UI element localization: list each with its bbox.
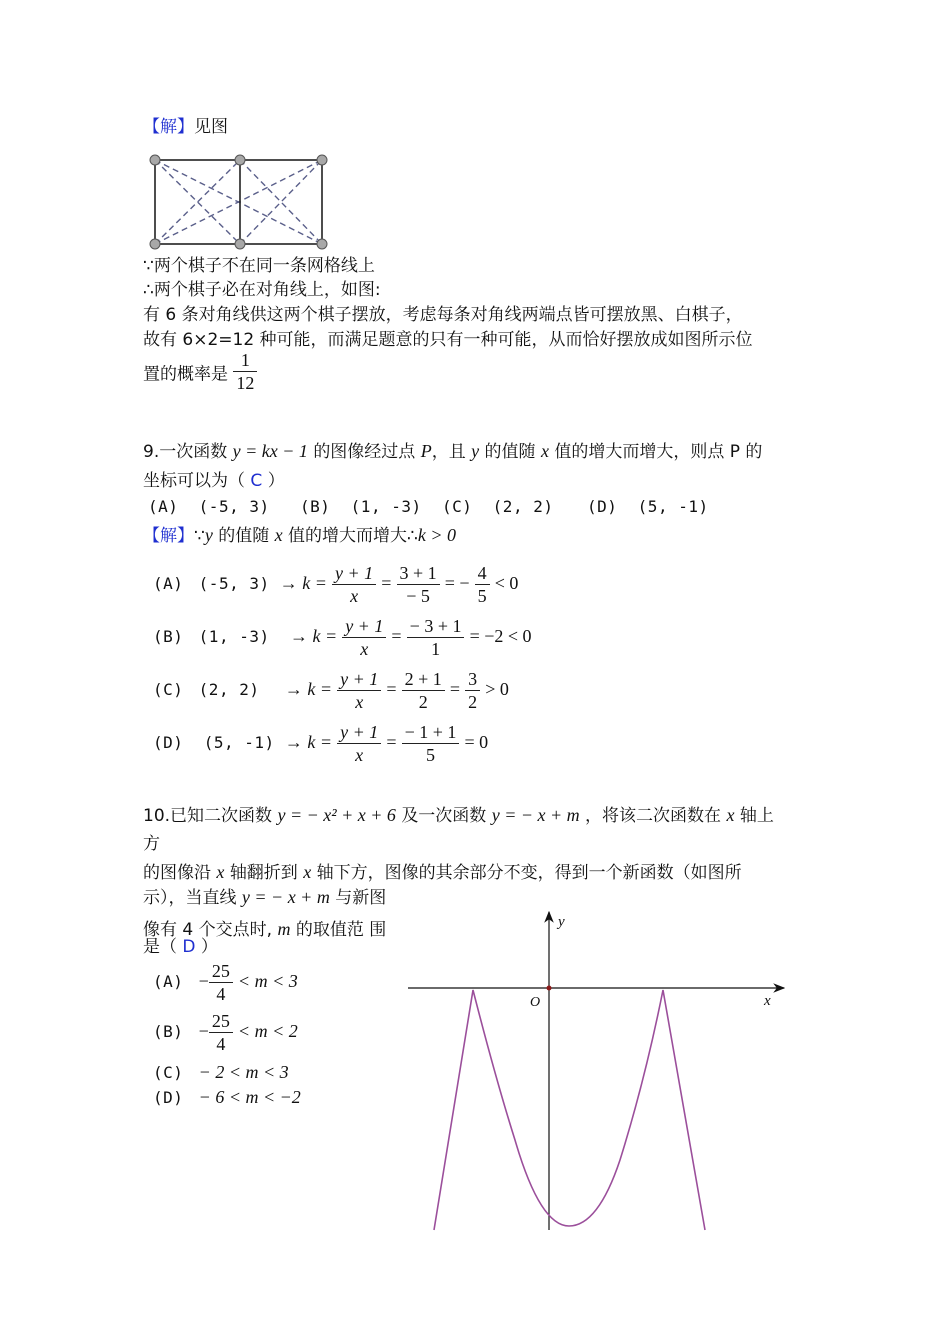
q10-option-d: (D) − 6 < m < −2 xyxy=(153,1087,301,1107)
q10-option-c: (C) − 2 < m < 3 xyxy=(153,1062,289,1082)
see-figure-text: 见图 xyxy=(194,117,228,137)
q10-option-b: (B) − $\frac{25}{4}$ < m < 2 xyxy=(153,1011,298,1054)
probability-fraction: $\frac{1}{12}$ xyxy=(233,349,257,394)
q9-number: 9. xyxy=(143,442,160,462)
q9-check-b: (B) (1, -3) → k = $\frac{y + 1}{x}$ = $\frac{- 3 + 1}{1}$ = −2 < 0 xyxy=(153,616,532,659)
q9-function: y = kx − 1 xyxy=(232,441,308,461)
q10-number: 10. xyxy=(143,806,171,826)
q10-answer: D xyxy=(182,937,196,957)
origin-label: O xyxy=(530,995,541,1010)
q10-stem-line-2: 方 xyxy=(143,834,160,854)
q9-answer: C xyxy=(250,471,263,491)
intro-line-1: ∵两个棋子不在同一条网格线上 xyxy=(143,256,375,276)
q9-option-c: (C) (2, 2) xyxy=(442,497,554,516)
q9-option-b: (B) (1, -3) xyxy=(300,497,422,516)
origin-point xyxy=(547,986,552,991)
q10-quadratic: y = − x² + x + 6 xyxy=(277,805,396,825)
probability-prefix: 置的概率是 xyxy=(143,364,228,385)
intro-line-2: ∴两个棋子必在对角线上，如图: xyxy=(143,280,381,300)
q10-stem-line-6: 是（ D ） xyxy=(143,937,218,957)
q10-stem-line-3: 的图像沿 x 轴翻折到 x 轴下方，图像的其余部分不变，得到一个新函数（如图所 xyxy=(143,862,742,883)
q9-stem-line-1: 9.一次函数 y = kx − 1 的图像经过点 P，且 y 的值随 x 值的增大而增大，则点 P 的 xyxy=(143,441,763,462)
q10-stem-line-5: 像有 4 个交点时, m 的取值范 围 xyxy=(143,919,387,940)
x-axis-label: x xyxy=(764,993,771,1009)
solution-tag: 【解】 xyxy=(143,117,194,137)
q9-check-a: (A) (-5, 3) → k = $\frac{y + 1}{x}$ = $\frac{3 + 1}{- 5}$ = − $\frac{4}{5}$ < 0 xyxy=(153,563,519,606)
q9-option-d: (D) (5, -1) xyxy=(587,497,709,516)
q9-check-c: (C) (2, 2) → k = $\frac{y + 1}{x}$ = $\frac{2 + 1}{2}$ = $\frac{3}{2}$ > 0 xyxy=(153,669,509,712)
function-curve xyxy=(434,990,705,1230)
q10-stem-line-4: 示），当直线 y = − x + m 与新图 xyxy=(143,887,387,908)
q9-stem-line-2: 坐标可以为（ C ） xyxy=(143,471,285,491)
q9-solution-line: 【解】∵y 的值随 x 值的增大而增大∴k > 0 xyxy=(143,525,457,546)
q10-linear: y = − x + m xyxy=(491,805,580,825)
q10-option-a: (A) − $\frac{25}{4}$ < m < 3 xyxy=(153,961,298,1004)
q10-stem-line-1: 10.已知二次函数 y = − x² + x + 6 及一次函数 y = − x + m ，将该二次函数在 x 轴上 xyxy=(143,805,774,826)
intro-line-4: 故有 6×2=12 种可能，而满足题意的只有一种可能，从而恰好摆放成如图所示位 xyxy=(143,330,753,350)
q9-check-d: (D) (5, -1) → k = $\frac{y + 1}{x}$ = $\frac{- 1 + 1}{5}$ = 0 xyxy=(153,722,489,765)
q9-option-a: (A) (-5, 3) xyxy=(148,497,270,516)
y-axis-label: y xyxy=(558,914,565,930)
intro-line-3: 有 6 条对角线供这两个棋子摆放，考虑每条对角线两端点皆可摆放黑、白棋子， xyxy=(143,305,743,325)
